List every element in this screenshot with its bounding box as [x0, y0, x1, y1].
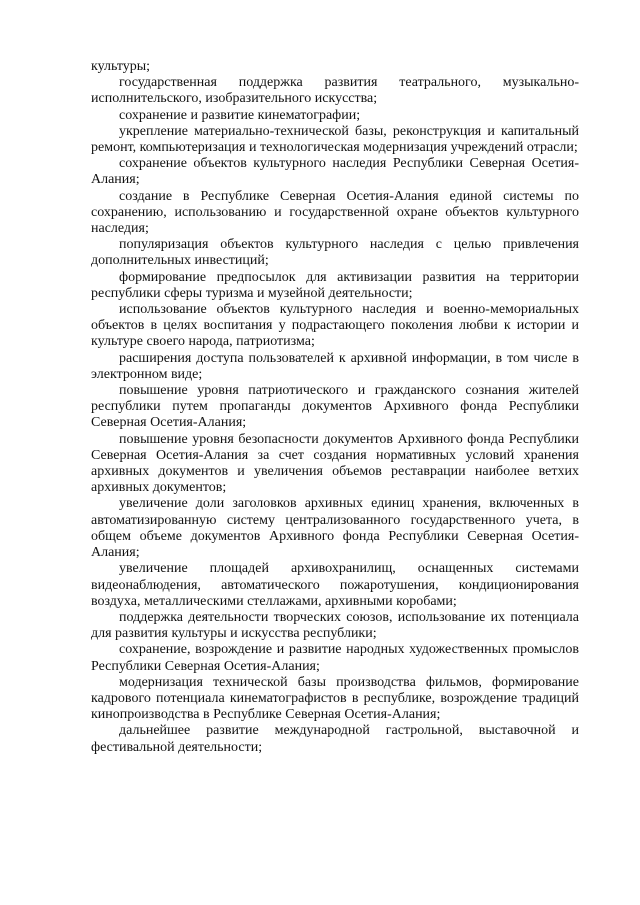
- paragraph: культуры;: [91, 59, 151, 74]
- paragraph: модернизация технической базы производства фильмов, формирование кадрового потенциала кинематографистов в республике, возрождение традиций кинопроизводства в Республике Северная Осетия-Алания;: [91, 674, 579, 723]
- paragraph: создание в Республике Северная Осетия-Алания единой системы по сохранению, использованию и государственной охране объектов культурного наследия;: [91, 188, 579, 237]
- paragraph: дальнейшее развитие международной гастрольной, выставочной и фестивальной деятельности;: [91, 723, 579, 755]
- paragraph: формирование предпосылок для активизации развития на территории республики сферы туризма и музейной деятельности;: [91, 269, 579, 301]
- paragraph: государственная поддержка развития театрального, музыкально-исполнительского, изобразительного искусства;: [91, 75, 579, 107]
- paragraph: укрепление материально-технической базы, реконструкция и капитальный ремонт, компьютеризация и технологическая модернизация учреждений отрасли;: [91, 123, 579, 156]
- paragraph: использование объектов культурного наследия и военно-мемориальных объектов в целях воспитания у подрастающего поколения любви к истории и культуре своего народа, патриотизма;: [91, 302, 579, 350]
- paragraph: повышение уровня безопасности документов Архивного фонда Республики Северная Осетия-Алания за счет создания нормативных условий хранения архивных документов и увеличения объемов реставрации наиболее ветхих архивных документов;: [91, 431, 579, 496]
- paragraph: увеличение площадей архивохранилищ, оснащенных системами видеонаблюдения, автоматического пожаротушения, кондиционирования воздуха, металлическими стеллажами, архивными коробами;: [91, 561, 579, 609]
- paragraph: сохранение объектов культурного наследия Республики Северная Осетия-Алания;: [91, 156, 579, 188]
- paragraph: расширения доступа пользователей к архивной информации, в том числе в электронном виде;: [91, 350, 579, 382]
- document-body: [91, 59, 579, 756]
- paragraph: сохранение и развитие кинематографии;: [119, 107, 361, 123]
- paragraph: увеличение доли заголовков архивных единиц хранения, включенных в автоматизированную систему централизованного государственного учета, в общем объеме документов Архивного фонда Республики Северная Осетия-Алания;: [91, 496, 579, 561]
- paragraph: поддержка деятельности творческих союзов, использование их потенциала для развития культуры и искусства республики;: [91, 609, 579, 642]
- paragraph: популяризация объектов культурного наследия с целью привлечения дополнительных инвестиций;: [91, 237, 579, 269]
- paragraph: сохранение, возрождение и развитие народных художественных промыслов Республики Северная Осетия-Алания;: [91, 642, 579, 674]
- paragraph: повышение уровня патриотического и гражданского сознания жителей республики путем пропаганды документов Архивного фонда Республики Северная Осетия-Алания;: [91, 383, 579, 431]
